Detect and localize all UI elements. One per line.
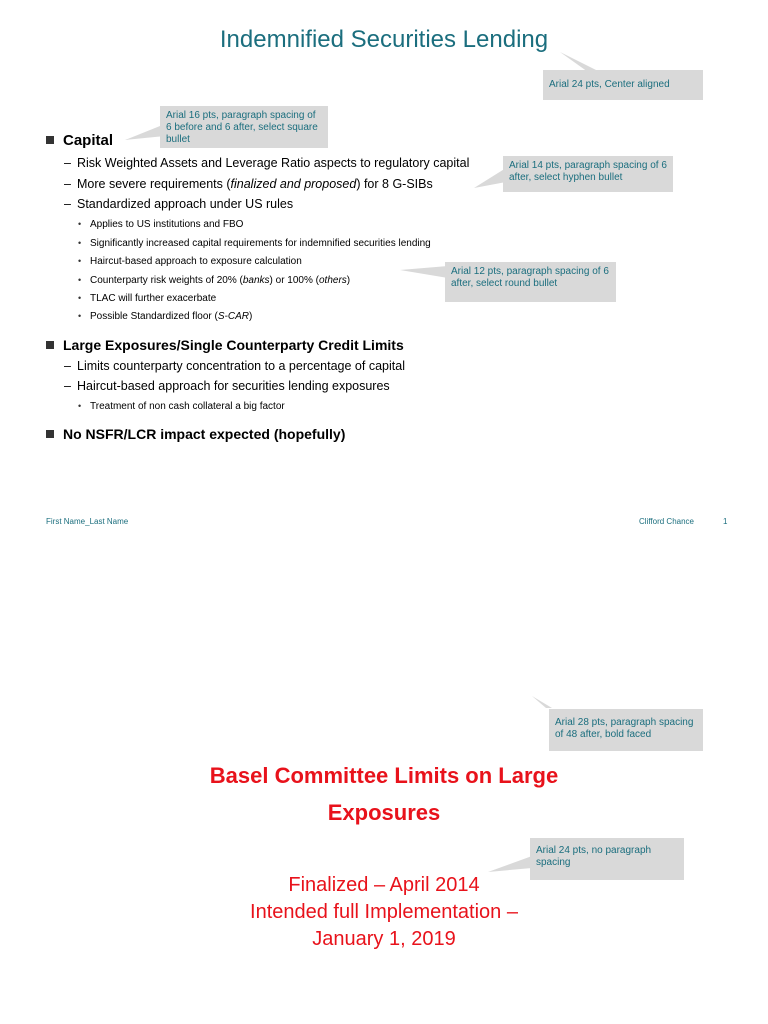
slide2-title-line2: Exposures xyxy=(327,800,441,825)
callout-level1-note xyxy=(160,106,328,148)
bullet-standardized: – Standardized approach under US rules xyxy=(64,197,294,211)
bullet-counterparty-weights: • Counterparty risk weights of 20% (banks) or 100% (others) xyxy=(78,275,351,286)
square-bullet-icon xyxy=(46,430,54,438)
bullet-rwa: – Risk Weighted Assets and Leverage Ratio aspects to regulatory capital xyxy=(64,156,470,170)
callout-text: Arial 24 pts, no paragraph spacing xyxy=(536,845,652,868)
dash-bullet-icon: – xyxy=(64,156,71,170)
bullet-applies: • Applies to US institutions and FBO xyxy=(78,219,244,230)
dash-bullet-icon: – xyxy=(64,379,71,393)
dash-bullet-icon: – xyxy=(64,359,71,373)
bullet-severe: – More severe requirements (finalized and proposed) for 8 G-SIBs xyxy=(64,177,433,191)
footer-author: First Name_Last Name xyxy=(46,517,129,526)
square-bullet-icon xyxy=(46,136,54,144)
callout-tail-title2 xyxy=(532,696,552,710)
footer-company: Clifford Chance xyxy=(639,517,694,526)
callout-tail-level2 xyxy=(474,168,506,190)
dash-bullet-icon: – xyxy=(64,197,71,211)
bullet-tlac: • TLAC will further exacerbate xyxy=(78,293,217,304)
bullet-noncash: • Treatment of non cash collateral a big factor xyxy=(78,401,285,412)
footer-page-number: 1 xyxy=(723,517,728,526)
slide2-subtitle-line3: January 1, 2019 xyxy=(312,928,456,950)
dash-bullet-icon: – xyxy=(64,177,71,191)
callout-text: Arial 24 pts, Center aligned xyxy=(549,79,670,90)
callout-level3-note xyxy=(445,262,616,302)
callout-text: Arial 12 pts, paragraph spacing of 6 after, select round bullet xyxy=(451,266,609,289)
bullet-floor: • Possible Standardized floor (S-CAR) xyxy=(78,311,253,322)
round-bullet-icon: • xyxy=(78,275,82,285)
round-bullet-icon: • xyxy=(78,238,82,248)
callout-tail-level3 xyxy=(400,266,448,280)
square-bullet-icon xyxy=(46,341,54,349)
bullet-haircut-sl: – Haircut-based approach for securities lending exposures xyxy=(64,379,390,393)
slide-title: Indemnified Securities Lending xyxy=(219,26,549,53)
callout-text: Arial 16 pts, paragraph spacing of 6 before and 6 after, select square bullet xyxy=(166,110,318,145)
round-bullet-icon: • xyxy=(78,219,82,229)
bullet-capital: Capital xyxy=(46,132,113,149)
bullet-limits: – Limits counterparty concentration to a percentage of capital xyxy=(64,359,405,373)
callout-tail-level1 xyxy=(125,124,165,144)
bullet-increased: • Significantly increased capital requirements for indemnified securities lending xyxy=(78,238,431,249)
round-bullet-icon: • xyxy=(78,401,82,411)
callout-level2-note xyxy=(503,156,673,192)
bullet-large-exposures: Large Exposures/Single Counterparty Credit Limits xyxy=(46,337,404,353)
slide2-subtitle-line1: Finalized – April 2014 xyxy=(288,874,480,896)
slide2-subtitle-line2: Intended full Implementation – xyxy=(250,901,518,923)
round-bullet-icon: • xyxy=(78,293,82,303)
callout-title-note xyxy=(543,70,703,100)
round-bullet-icon: • xyxy=(78,311,82,321)
slide2-title-line1: Basel Committee Limits on Large xyxy=(209,763,559,788)
callout-title2-note xyxy=(549,709,703,751)
bullet-haircut-exposure: • Haircut-based approach to exposure calculation xyxy=(78,256,302,267)
bullet-nsfr: No NSFR/LCR impact expected (hopefully) xyxy=(46,426,345,442)
round-bullet-icon: • xyxy=(78,256,82,266)
callout-text: Arial 28 pts, paragraph spacing of 48 after, bold faced xyxy=(555,717,694,740)
callout-text: Arial 14 pts, paragraph spacing of 6 after, select hyphen bullet xyxy=(509,160,667,183)
